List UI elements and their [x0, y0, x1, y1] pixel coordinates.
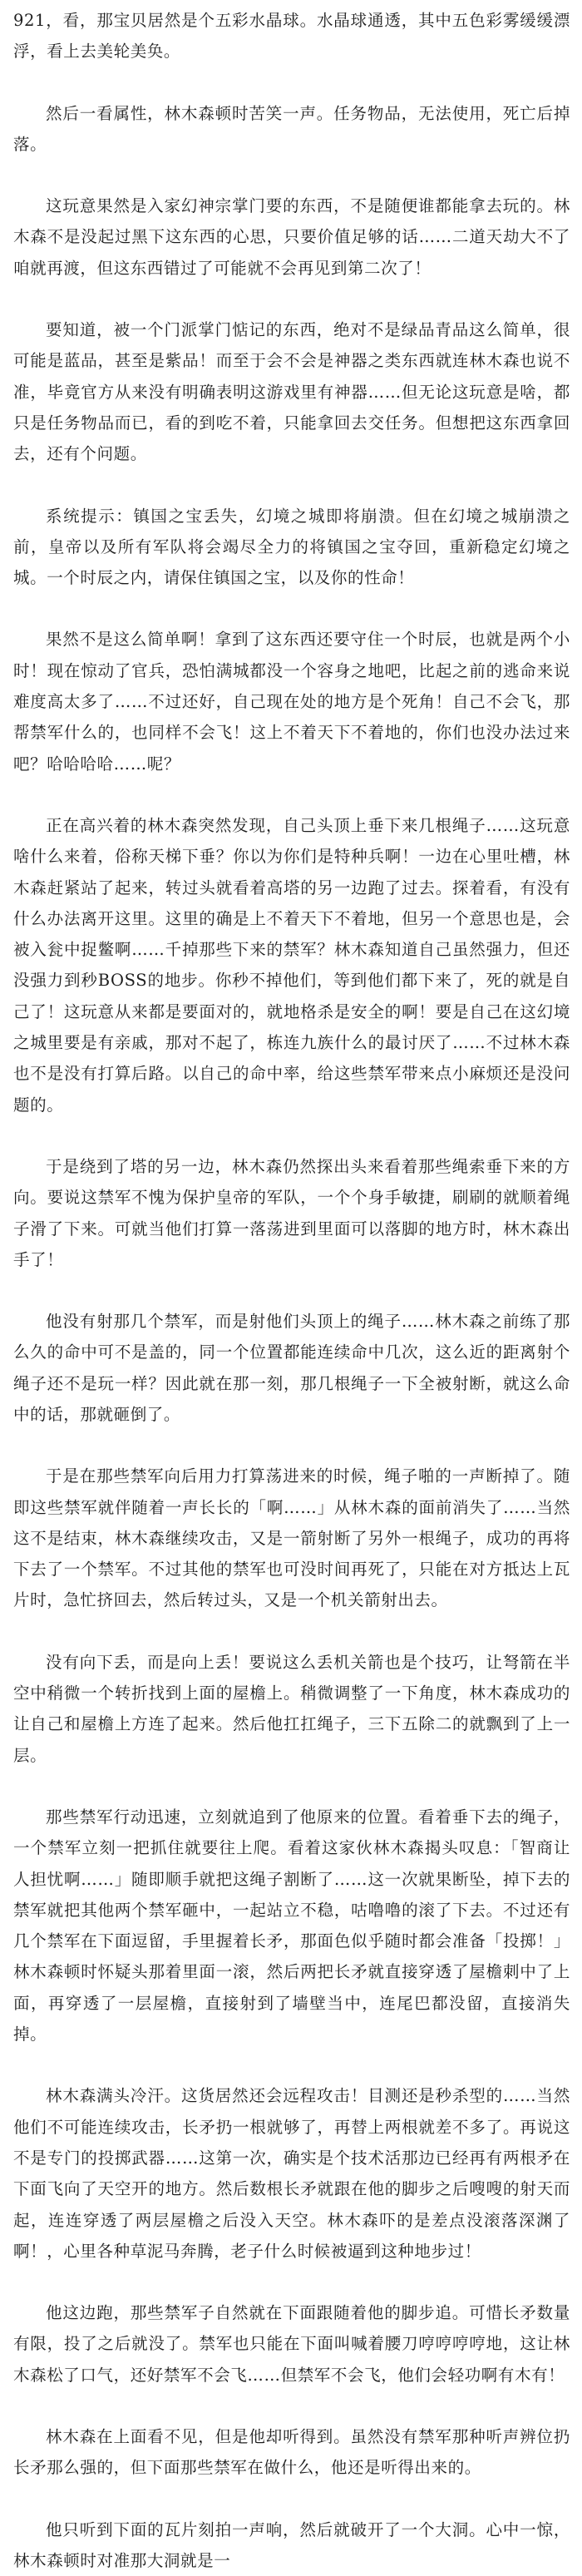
paragraph: 他这边跑，那些禁军子自然就在下面跟随着他的脚步追。可惜长矛数量有限，投了之后就没了。禁军也只能在下面叫喊着腰刀哼哼哼哼地，这让林木森松了口气，还好禁军不会飞……但禁军不会飞，他们会轻功啊有木有！: [13, 2303, 570, 2385]
paragraph: 这玩意果然是入家幻神宗掌门要的东西，不是随便谁都能拿去玩的。林木森不是没起过黑下这东西的心思，只要价值足够的话……二道天劫大不了咱就再渡，但这东西错过了可能就不会再见到第二次了！: [13, 196, 570, 278]
paragraph: 正在高兴着的林木森突然发现，自己头顶上垂下来几根绳子……这玩意啥什么来着，俗称天梯下垂？你以为你们是特种兵啊！一边在心里吐槽，林木森赶紧站了起来，转过头就看着高塔的另一边跑了过去。探着看，有没有什么办法离开这里。这里的确是上不着天下不着地，但另一个意思也是，会被入瓮中捉鳖啊……千掉那些下来的禁军？林木森知道自己虽然强力，但还没强力到秒BOSS的地步。你秒不掉他们，等到他们都下来了，死的就是自己了！这玩意从来都是要面对的，就地格杀是安全的啊！要是自己在这幻境之城里要是有亲戚，那对不起了，栋连九族什么的最讨厌了……不过林木森也不是没有打算后路。以自己的命中率，给这些禁军带来点小麻烦还是没问题的。: [13, 815, 570, 1115]
paragraph: 没有向下丢，而是向上丢！要说这么丢机关箭也是个技巧，让弩箭在半空中稍微一个转折找到上面的屋檐上。稍微调整了一下角度，林木森成功的让自己和屋檐上方连了起来。然后他扛扛绳子，三下五除二的就飘到了上一层。: [13, 1652, 570, 1765]
paragraph: 系统提示：镇国之宝丢失，幻境之城即将崩溃。但在幻境之城崩溃之前，皇帝以及所有军队将会竭尽全力的将镇国之宝夺回，重新稳定幻境之城。一个时辰之内，请保住镇国之宝，以及你的性命！: [13, 506, 570, 588]
paragraph: 林木森满头冷汗。这货居然还会远程攻击！目测还是秒杀型的……当然他们不可能连续攻击，长矛扔一根就够了，再替上两根就差不多了。再说这不是专门的投掷武器……这第一次，确实是个技术活那边已经再有两根矛在下面飞向了天空开的地方。然后数根长矛就跟在他的脚步之后嗖嗖的射天而起，连连穿透了两层屋檐之后没入天空。林木森吓的是差点没滚落深渊了啊！，心里各种草泥马奔腾，老子什么时候被逼到这种地步过！: [13, 2086, 570, 2261]
paragraph: 然后一看属性，林木森顿时苦笑一声。任务物品，无法使用，死亡后掉落。: [13, 103, 570, 154]
paragraph: 林木森在上面看不见，但是他却听得到。虽然没有禁军那种听声辨位扔长矛那么强的，但下面那些禁军在做什么，他还是听得出来的。: [13, 2427, 570, 2478]
paragraph: 于是绕到了塔的另一边，林木森仍然探出头来看着那些绳索垂下来的方向。要说这禁军不愧为保护皇帝的军队，一个个身手敏捷，刷刷的就顺着绳子滑了下来。可就当他们打算一落荡进到里面可以落脚的地方时，林木森出手了！: [13, 1156, 570, 1269]
paragraph: 果然不是这么简单啊！拿到了这东西还要守住一个时辰，也就是两个小时！现在惊动了官兵，恐怕满城都没一个容身之地吧，比起之前的逃命来说难度高太多了……不过还好，自己现在处的地方是个死角！自己不会飞，那帮禁军什么的，也同样不会飞！这上不着天下不着地的，你们也没办法过来吧？哈哈哈哈……呢？: [13, 630, 570, 774]
paragraph: 要知道，被一个门派掌门惦记的东西，绝对不是绿品青品这么简单，很可能是蓝品，甚至是紫品！而至于会不会是神器之类东西就连林木森也说不准，毕竟官方从来没有明确表明这游戏里有神器……但无论这玩意是啥，都只是任务物品而已，看的到吃不着，只能拿回去交任务。但想把这东西拿回去，还有个问题。: [13, 320, 570, 464]
paragraph: 于是在那些禁军向后用力打算荡进来的时候，绳子啪的一声断掉了。随即这些禁军就伴随着一声长长的「啊……」从林木森的面前消失了……当然这不是结束，林木森继续攻击，又是一箭射断了另外一根绳子，成功的再将下去了一个禁军。不过其他的禁军也可没时间再死了，只能在对方抵达上瓦片时，急忙挤回去，然后转过头，又是一个机关箭射出去。: [13, 1466, 570, 1610]
paragraph: 那些禁军行动迅速，立刻就追到了他原来的位置。看着垂下去的绳子，一个禁军立刻一把抓住就要往上爬。看着这家伙林木森揭头叹息：「智商让人担忧啊……」随即顺手就把这绳子割断了……这一次就果断坠，掉下去的禁军就把其他两个禁军砸中，一起站立不稳，咕噜噜的滚了下去。不过还有几个禁军在下面逗留，手里握着长矛，那面色似乎随时都会准备「投掷！」林木森顿时怀疑头那着里面一滚，然后两把长矛就直接穿透了屋檐刺中了上面，再穿透了一层屋檐，直接射到了墙壁当中，连尾巴都没留，直接消失掉。: [13, 1807, 570, 2044]
paragraph: 他没有射那几个禁军，而是射他们头顶上的绳子……林木森之前练了那么久的命中可不是盖的，同一个位置都能连续命中几次，这么近的距离射个绳子还不是玩一样？因此就在那一刻，那几根绳子一下全被射断，就这么命中的话，那就砸倒了。: [13, 1312, 570, 1424]
paragraph: 921，看，那宝贝居然是个五彩水晶球。水晶球通透，其中五色彩雾缓缓漂浮，看上去美轮美奂。: [13, 11, 570, 62]
paragraph: 他只听到下面的瓦片刻拍一声响，然后就破开了一个大洞。心中一惊，林木森顿时对准那大洞就是一: [13, 2519, 570, 2570]
